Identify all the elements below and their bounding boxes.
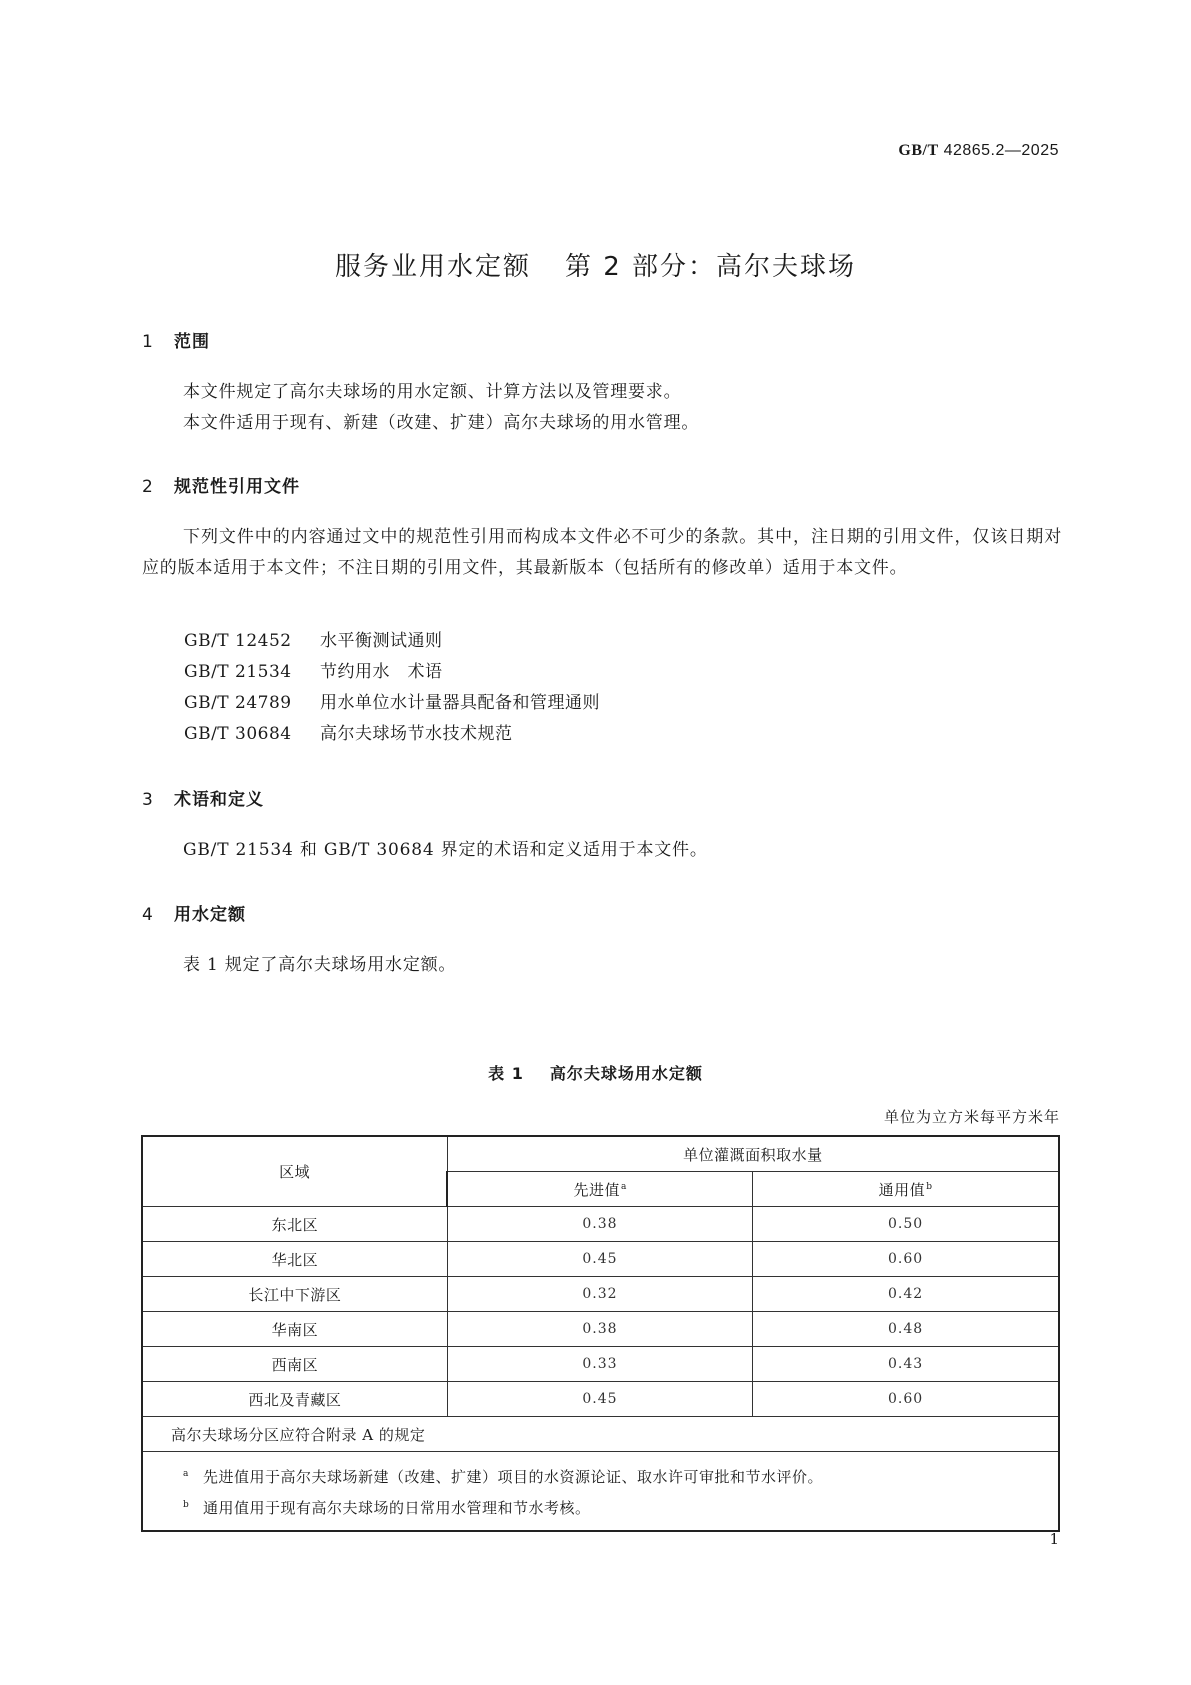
footnotes-row <box>142 1452 1059 1532</box>
table-row <box>142 1207 1059 1242</box>
table-caption-label: 表 1 <box>488 1064 524 1083</box>
section-2-title: 规范性引用文件 <box>174 477 300 497</box>
region-cell: 华南区 <box>142 1312 447 1347</box>
table-row <box>142 1347 1059 1382</box>
region-cell: 西南区 <box>142 1347 447 1382</box>
footnote-b-text: 通用值用于现有高尔夫球场的日常用水管理和节水考核。 <box>203 1499 591 1517</box>
table-footnotes <box>142 1452 1059 1532</box>
header-region: 区域 <box>142 1136 447 1207</box>
footnote-b <box>183 1491 1058 1522</box>
section-1-paragraph-1: 本文件规定了高尔夫球场的用水定额、计算方法以及管理要求。 <box>183 382 682 402</box>
standard-code <box>898 142 1059 160</box>
region-cell: 长江中下游区 <box>142 1277 447 1312</box>
normative-reference <box>184 626 443 651</box>
section-2-number: 2 <box>142 477 154 497</box>
reference-title: 高尔夫球场节水技术规范 <box>320 724 513 744</box>
header-water-intake: 单位灌溉面积取水量 <box>447 1136 1059 1172</box>
footnote-a-text: 先进值用于高尔夫球场新建（改建、扩建）项目的水资源论证、取水许可审批和节水评价。 <box>203 1468 824 1486</box>
document-title-part: 第 2 部分：高尔夫球场 <box>564 252 857 282</box>
table-row <box>142 1312 1059 1347</box>
section-3-number: 3 <box>142 790 154 810</box>
table-row <box>142 1382 1059 1417</box>
footnote-b-mark: b <box>183 1500 190 1510</box>
general-value-cell: 0.60 <box>753 1382 1059 1417</box>
advanced-value-cell: 0.45 <box>447 1382 752 1417</box>
section-3-heading <box>142 785 264 810</box>
section-2-paragraph: 下列文件中的内容通过文中的规范性引用而构成本文件必不可少的条款。其中，注日期的引用文件，仅该日期对应的版本适用于本文件；不注日期的引用文件，其最新版本（包括所有的修改单）适用于本文件。 <box>142 527 1062 578</box>
zone-note: 高尔夫球场分区应符合附录 A 的规定 <box>142 1417 1059 1452</box>
reference-title: 水平衡测试通则 <box>320 631 443 651</box>
table-caption-title: 高尔夫球场用水定额 <box>549 1064 703 1083</box>
region-cell: 东北区 <box>142 1207 447 1242</box>
standard-code-number: 42865.2—2025 <box>943 142 1059 159</box>
standard-code-prefix: GB/T <box>898 142 939 159</box>
reference-title: 用水单位水计量器具配备和管理通则 <box>320 693 600 713</box>
general-value-cell: 0.48 <box>753 1312 1059 1347</box>
general-value-cell: 0.60 <box>753 1242 1059 1277</box>
general-value-cell: 0.50 <box>753 1207 1059 1242</box>
advanced-value-cell: 0.38 <box>447 1207 752 1242</box>
section-4-heading <box>142 900 246 925</box>
advanced-value-cell: 0.45 <box>447 1242 752 1277</box>
zone-note-row <box>142 1417 1059 1452</box>
header-general-label: 通用值 <box>878 1180 926 1199</box>
reference-title: 节约用水 术语 <box>320 662 443 682</box>
section-1-number: 1 <box>142 332 154 352</box>
section-3-title: 术语和定义 <box>174 790 264 810</box>
page-number: 1 <box>1049 1530 1059 1548</box>
region-cell: 华北区 <box>142 1242 447 1277</box>
normative-reference <box>184 688 600 713</box>
table-row <box>142 1242 1059 1277</box>
advanced-value-cell: 0.38 <box>447 1312 752 1347</box>
header-general-value <box>753 1172 1059 1207</box>
footnote-a <box>183 1460 1058 1491</box>
table-unit: 单位为立方米每平方米年 <box>883 1108 1060 1126</box>
normative-reference <box>184 657 443 682</box>
header-advanced-value <box>447 1172 752 1207</box>
reference-code: GB/T 30684 <box>184 724 292 744</box>
reference-code: GB/T 21534 <box>184 662 292 682</box>
reference-code: GB/T 12452 <box>184 631 292 651</box>
section-3-paragraph: GB/T 21534 和 GB/T 30684 界定的术语和定义适用于本文件。 <box>183 840 708 860</box>
section-4-paragraph: 表 1 规定了高尔夫球场用水定额。 <box>183 955 457 975</box>
footnote-mark-a: a <box>621 1181 627 1192</box>
normative-reference <box>184 719 513 744</box>
water-quota-table <box>141 1135 1060 1532</box>
advanced-value-cell: 0.32 <box>447 1277 752 1312</box>
general-value-cell: 0.43 <box>753 1347 1059 1382</box>
section-1-title: 范围 <box>174 332 210 352</box>
document-title <box>0 246 1191 283</box>
section-1-paragraph-2: 本文件适用于现有、新建（改建、扩建）高尔夫球场的用水管理。 <box>183 413 700 433</box>
section-2-heading <box>142 472 300 497</box>
document-title-main: 服务业用水定额 <box>334 252 531 282</box>
table-row <box>142 1277 1059 1312</box>
table-caption <box>0 1061 1191 1084</box>
table-header-row <box>142 1136 1059 1172</box>
general-value-cell: 0.42 <box>753 1277 1059 1312</box>
region-cell: 西北及青藏区 <box>142 1382 447 1417</box>
section-1-heading <box>142 327 210 352</box>
reference-code: GB/T 24789 <box>184 693 292 713</box>
section-4-number: 4 <box>142 905 154 925</box>
section-4-title: 用水定额 <box>174 905 246 925</box>
advanced-value-cell: 0.33 <box>447 1347 752 1382</box>
footnote-a-mark: a <box>183 1469 189 1479</box>
header-advanced-label: 先进值 <box>573 1180 621 1199</box>
footnote-mark-b: b <box>926 1181 933 1192</box>
